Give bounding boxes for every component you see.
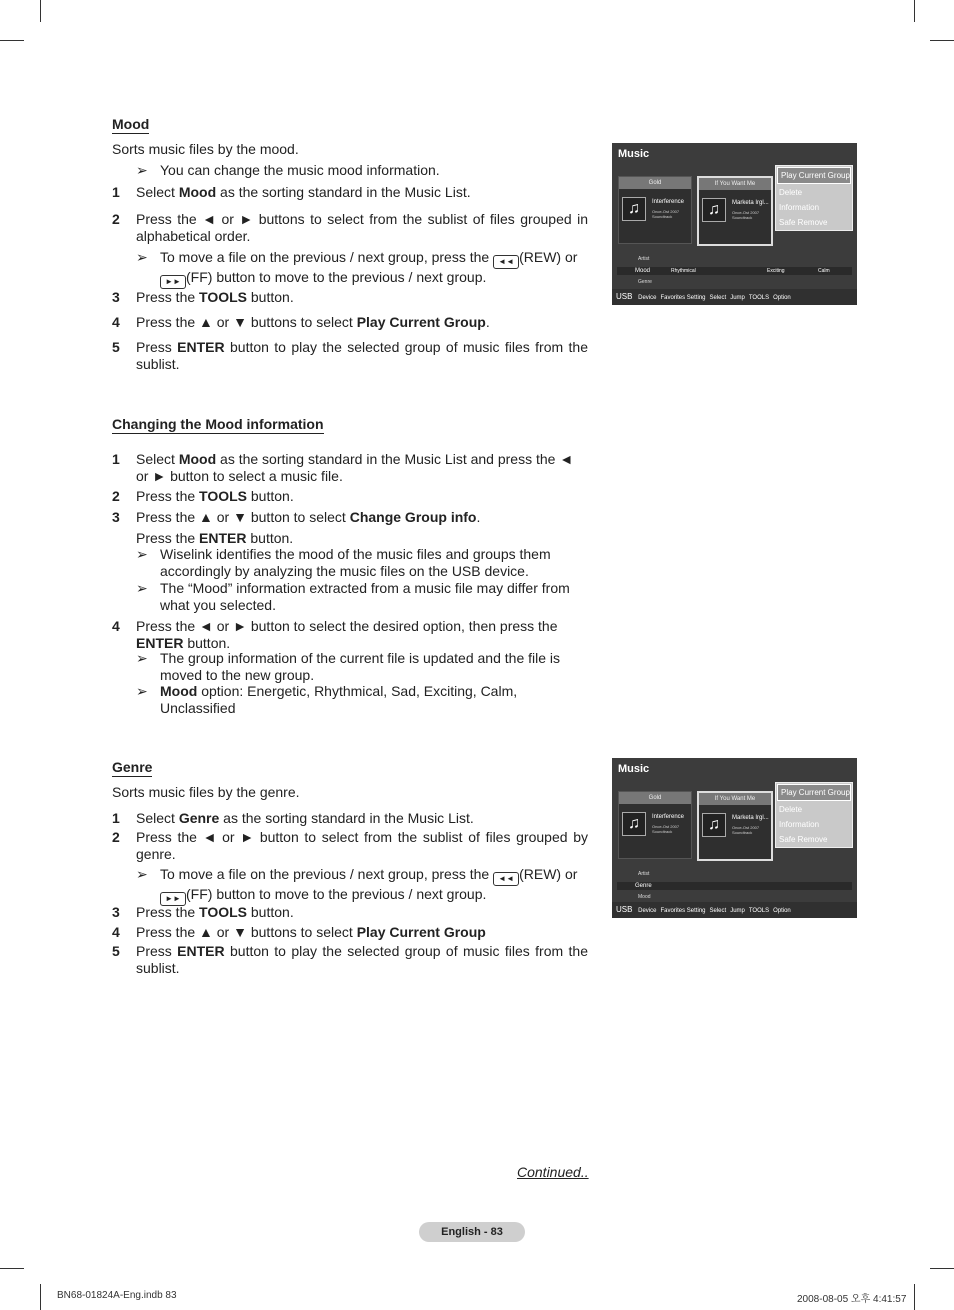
sort-label-down: Genre xyxy=(638,279,652,285)
sort-label-down: Mood xyxy=(638,894,651,900)
genre-step-2: 2 Press the ◄ or ► button to select from the sublist of files grouped by genre. xyxy=(112,829,588,862)
change-step-2: 2 Press the TOOLS button. xyxy=(112,488,294,504)
tv-footer: USB Device Favorites Setting Select Jump TOOLS Option xyxy=(612,902,857,918)
tools-menu xyxy=(775,165,853,231)
change-note-3: ➢ The group information of the current file is updated and the file is moved to the new group. xyxy=(136,650,561,683)
music-card-selected: If You Want Me ♫ Marketa Irgl... Once-Ost 2007 Soundtrack xyxy=(697,791,773,861)
genre-intro: Sorts music files by the genre. xyxy=(112,784,300,800)
crop-mark xyxy=(0,40,24,41)
music-note-icon: ♫ xyxy=(702,813,726,837)
page-number-badge: English - 83 xyxy=(419,1222,525,1242)
mood-step-2: 2 Press the ◄ or ► buttons to select from the sublist of files grouped in alphabetical order. xyxy=(112,211,588,244)
music-note-icon: ♫ xyxy=(622,812,646,836)
change-step-4: 4 Press the ◄ or ► button to select the desired option, then press the ENTER button. xyxy=(112,618,558,651)
menu-item-delete[interactable]: Delete xyxy=(779,805,803,814)
genre-step-2-note: ➢ To move a file on the previous / next group, press the ◄◄ (REW) or ►► (FF) button to move to the previous / next group. xyxy=(136,866,588,906)
change-note-4: ➢ Mood option: Energetic, Rhythmical, Sad, Exciting, Calm, Unclassified xyxy=(136,683,518,716)
change-step-3b: Press the ENTER button. xyxy=(136,530,294,546)
change-note-2: ➢ The “Mood” information extracted from a music file may differ from what you selected. xyxy=(136,580,570,613)
tv-title: Music xyxy=(618,763,650,775)
sort-bar: Mood Rhythmical Exciting Calm xyxy=(617,267,852,275)
crop-mark xyxy=(914,1284,915,1310)
menu-item-information[interactable]: Information xyxy=(779,203,820,212)
genre-heading: Genre xyxy=(112,759,153,775)
tv-title: Music xyxy=(618,148,650,160)
sort-bar: Genre xyxy=(617,882,852,890)
music-card: Gold ♫ Interference Once-Ost 2007 Soundtrack xyxy=(618,791,692,859)
change-note-1: ➢ Wiselink identifies the mood of the music files and groups them accordingly by analyzing the music files on the USB device. xyxy=(136,546,551,579)
mood-step-4: 4 Press the ▲ or ▼ buttons to select Play Current Group. xyxy=(112,314,490,330)
mood-note: ➢ You can change the music mood information. xyxy=(136,162,440,178)
change-heading: Changing the Mood information xyxy=(112,416,324,432)
crop-mark xyxy=(0,1268,24,1269)
genre-step-4: 4 Press the ▲ or ▼ buttons to select Play Current Group xyxy=(112,924,486,940)
mood-step-3: 3 Press the TOOLS button. xyxy=(112,289,294,305)
menu-item-safe-remove[interactable]: Safe Remove xyxy=(779,835,828,844)
continued-label: Continued.. xyxy=(517,1164,589,1180)
genre-step-3: 3 Press the TOOLS button. xyxy=(112,904,294,920)
menu-item-safe-remove[interactable]: Safe Remove xyxy=(779,218,828,227)
menu-item-information[interactable]: Information xyxy=(779,820,820,829)
mood-step-1: 1 Select Mood as the sorting standard in the Music List. xyxy=(112,184,471,200)
crop-mark xyxy=(40,1284,41,1310)
tv-screen-mood xyxy=(612,143,857,305)
menu-item-delete[interactable]: Delete xyxy=(779,188,803,197)
music-note-icon: ♫ xyxy=(622,197,646,221)
mood-step-5: 5 Press ENTER button to play the selected group of music files from the sublist. xyxy=(112,339,588,372)
footer-file-name: BN68-01824A-Eng.indb 83 xyxy=(57,1290,177,1301)
music-note-icon: ♫ xyxy=(702,198,726,222)
menu-item-play-current-group[interactable]: Play Current Group xyxy=(777,167,851,184)
rew-key-icon: ◄◄ xyxy=(493,872,519,886)
ff-key-icon: ►► xyxy=(160,892,186,906)
tools-menu xyxy=(775,782,853,848)
footer-timestamp: 2008-08-05 오후 4:41:57 xyxy=(797,1294,907,1305)
rew-key-icon: ◄◄ xyxy=(493,255,519,269)
genre-step-5: 5 Press ENTER button to play the selected group of music files from the sublist. xyxy=(112,943,588,976)
ff-key-icon: ►► xyxy=(160,275,186,289)
change-step-1: 1 Select Mood as the sorting standard in the Music List and press the ◄ or ► button to select a music file. xyxy=(112,451,574,484)
music-card: Gold ♫ Interference Once-Ost 2007 Soundtrack xyxy=(618,176,692,244)
tv-screen-genre xyxy=(612,758,857,918)
mood-intro: Sorts music files by the mood. xyxy=(112,141,299,157)
menu-item-play-current-group[interactable]: Play Current Group xyxy=(777,784,851,801)
crop-mark xyxy=(914,0,915,22)
crop-mark xyxy=(40,0,41,22)
tv-footer: USB Device Favorites Setting Select Jump TOOLS Option xyxy=(612,289,857,305)
sort-label-up: Artist xyxy=(638,256,650,262)
crop-mark xyxy=(930,1268,954,1269)
sort-label-up: Artist xyxy=(638,871,650,877)
genre-step-1: 1 Select Genre as the sorting standard in the Music List. xyxy=(112,810,474,826)
mood-heading: Mood xyxy=(112,116,150,132)
crop-mark xyxy=(930,40,954,41)
change-step-3: 3 Press the ▲ or ▼ button to select Change Group info. xyxy=(112,509,481,525)
music-card-selected: If You Want Me ♫ Marketa Irgl... Once-Ost 2007 Soundtrack xyxy=(697,176,773,246)
mood-step-2-note: ➢ To move a file on the previous / next group, press the ◄◄ (REW) or ►► (FF) button to move to the previous / next group. xyxy=(136,249,588,289)
